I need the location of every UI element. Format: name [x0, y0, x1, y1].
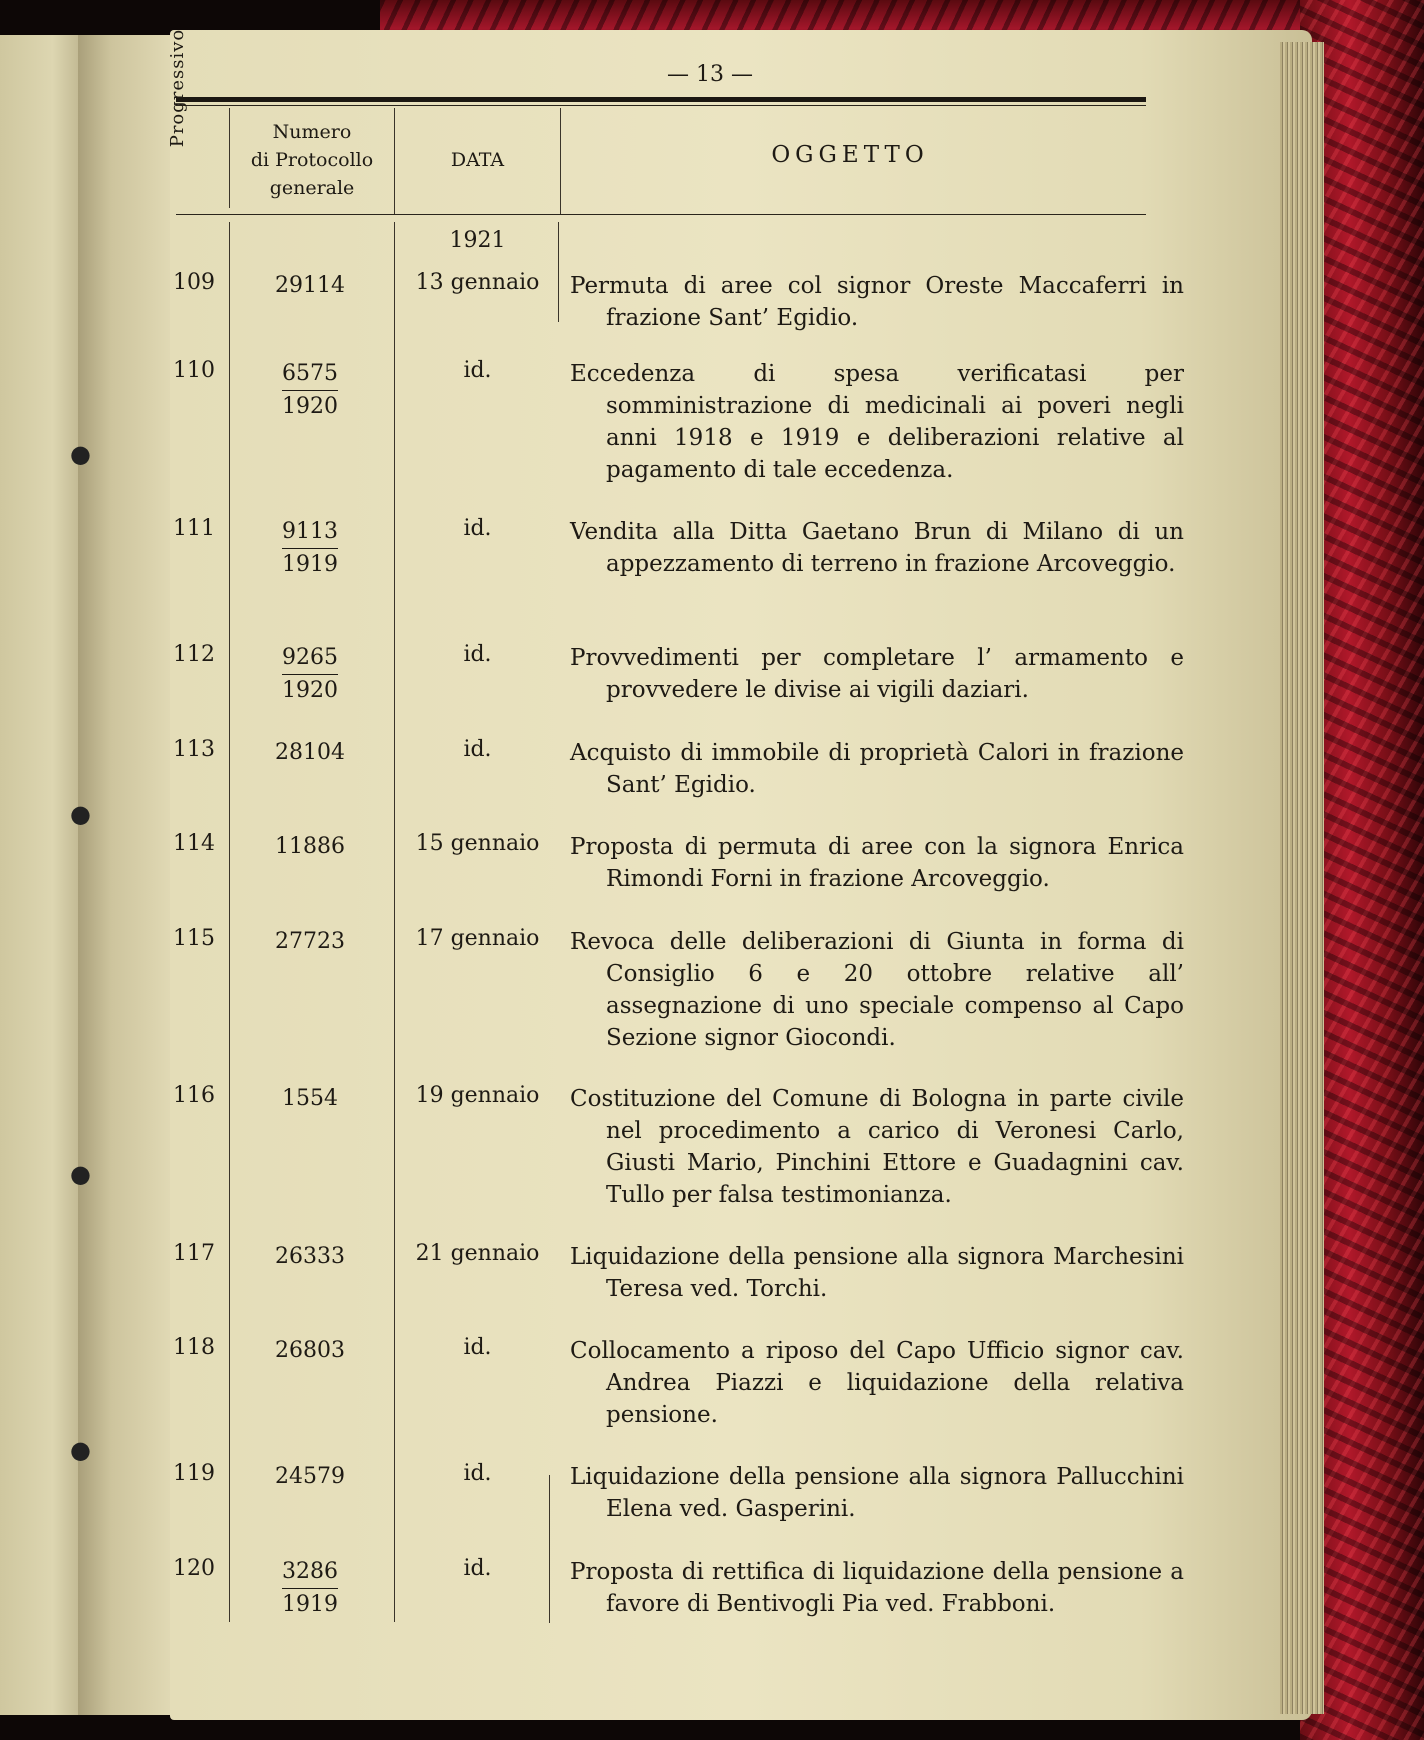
row-protocollo — [250, 516, 370, 581]
row-protocollo — [250, 270, 370, 302]
row-oggetto: Liquidazione della pensione alla signora Pallucchini Elena ved. Gasperini. — [570, 1464, 1184, 1522]
row-date: id. — [463, 642, 492, 667]
header-progressivo: Progressivo — [167, 28, 188, 148]
header-data: DATA — [450, 149, 505, 171]
row-date: id. — [463, 516, 492, 541]
protocollo-number: 6575 — [282, 358, 338, 391]
row-progressivo: 118 — [173, 1335, 215, 1360]
row-progressivo: 117 — [173, 1241, 215, 1266]
column-divider — [549, 1475, 550, 1623]
row-progressivo: 116 — [173, 1083, 215, 1108]
row-date: 21 gennaio — [415, 1241, 540, 1266]
protocollo-number: 27723 — [275, 929, 345, 954]
header-protocollo-line: generale — [269, 177, 355, 199]
row-protocollo — [250, 831, 370, 863]
row-progressivo: 113 — [173, 737, 215, 762]
header-oggetto: OGGETTO — [771, 142, 929, 168]
row-protocollo — [250, 1556, 370, 1621]
binding-hole-mark: ● — [70, 800, 91, 828]
row-protocollo — [250, 1335, 370, 1367]
row-date: 19 gennaio — [415, 1083, 540, 1108]
binding-hole-mark: ● — [70, 1160, 91, 1188]
row-date: id. — [463, 1335, 492, 1360]
page-stack-edges — [1280, 42, 1324, 1714]
protocollo-number: 26803 — [275, 1338, 345, 1363]
row-protocollo — [250, 1241, 370, 1273]
protocollo-year: 1920 — [282, 394, 338, 419]
column-divider — [394, 222, 395, 1622]
row-oggetto: Vendita alla Ditta Gaetano Brun di Milano di un appezzamento di terreno in frazione Arcoveggio. — [570, 519, 1184, 577]
row-oggetto: Eccedenza di spesa verificatasi per somministrazione di medicinali ai poveri negli anni 1918 e 1919 e deliberazioni relative al pagamento di tale eccedenza. — [570, 361, 1184, 483]
row-oggetto: Liquidazione della pensione alla signora Marchesini Teresa ved. Torchi. — [570, 1244, 1184, 1302]
protocollo-year: 1919 — [282, 1592, 338, 1617]
row-oggetto: Collocamento a riposo del Capo Ufficio signor cav. Andrea Piazzi e liquidazione della relativa pensione. — [570, 1338, 1184, 1428]
row-date: id. — [463, 358, 492, 383]
binding-hole-mark: ● — [70, 440, 91, 468]
row-progressivo: 120 — [173, 1556, 215, 1581]
row-oggetto: Revoca delle deliberazioni di Giunta in forma di Consiglio 6 e 20 ottobre relative all’ assegnazione di uno speciale compenso al Capo Sezione signor Giocondi. — [570, 929, 1184, 1051]
protocollo-number: 3286 — [282, 1556, 338, 1589]
protocollo-number: 9265 — [282, 642, 338, 675]
row-protocollo — [250, 926, 370, 958]
row-oggetto: Permuta di aree col signor Oreste Maccaferri in frazione Sant’ Egidio. — [570, 273, 1184, 331]
row-protocollo — [250, 642, 370, 707]
row-date: 15 gennaio — [415, 831, 540, 856]
header-protocollo — [232, 118, 392, 202]
protocollo-number: 28104 — [275, 740, 345, 765]
row-date: id. — [463, 1556, 492, 1581]
protocollo-number: 11886 — [275, 834, 345, 859]
row-oggetto: Provvedimenti per completare l’ armamento e provvedere le divise ai vigili daziari. — [570, 645, 1184, 703]
row-protocollo — [250, 1461, 370, 1493]
row-progressivo: 119 — [173, 1461, 215, 1486]
header-bottom-rule — [176, 214, 1146, 215]
header-protocollo-line: Numero — [272, 121, 352, 143]
row-progressivo: 115 — [173, 926, 215, 951]
protocollo-number: 24579 — [275, 1464, 345, 1489]
protocollo-number: 9113 — [282, 516, 338, 549]
row-progressivo: 112 — [173, 642, 215, 667]
row-oggetto: Proposta di permuta di aree con la signora Enrica Rimondi Forni in frazione Arcoveggio. — [570, 834, 1184, 892]
protocollo-year: 1919 — [282, 552, 338, 577]
row-oggetto: Proposta di rettifica di liquidazione della pensione a favore di Bentivogli Pia ved. Frabboni. — [570, 1559, 1184, 1617]
row-date: id. — [463, 1461, 492, 1486]
header-protocollo-line: di Protocollo — [250, 149, 374, 171]
column-divider — [229, 222, 230, 1622]
row-protocollo — [250, 358, 370, 423]
page-number: — 13 — — [667, 62, 753, 87]
binding-hole-mark: ● — [70, 1436, 91, 1464]
row-progressivo: 110 — [173, 358, 215, 383]
row-progressivo: 114 — [173, 831, 215, 856]
row-date: 13 gennaio — [415, 270, 540, 295]
protocollo-year: 1920 — [282, 678, 338, 703]
row-progressivo: 111 — [173, 516, 215, 541]
row-oggetto: Costituzione del Comune di Bologna in parte civile nel procedimento a carico di Veronesi Carlo, Giusti Mario, Pinchini Ettore e Guadagnini cav. Tullo per falsa testimonianza. — [570, 1086, 1184, 1208]
header-thick-rule — [176, 97, 1146, 102]
protocollo-number: 1554 — [282, 1086, 338, 1111]
header-thin-rule — [176, 105, 1146, 106]
row-protocollo — [250, 1083, 370, 1115]
year-label: 1921 — [449, 228, 506, 253]
row-oggetto: Acquisto di immobile di proprietà Calori in frazione Sant’ Egidio. — [570, 740, 1184, 798]
protocollo-number: 26333 — [275, 1244, 345, 1269]
row-date: id. — [463, 737, 492, 762]
column-divider — [229, 108, 230, 208]
row-progressivo: 109 — [173, 270, 215, 295]
row-protocollo — [250, 737, 370, 769]
protocollo-number: 29114 — [275, 273, 345, 298]
row-date: 17 gennaio — [415, 926, 540, 951]
